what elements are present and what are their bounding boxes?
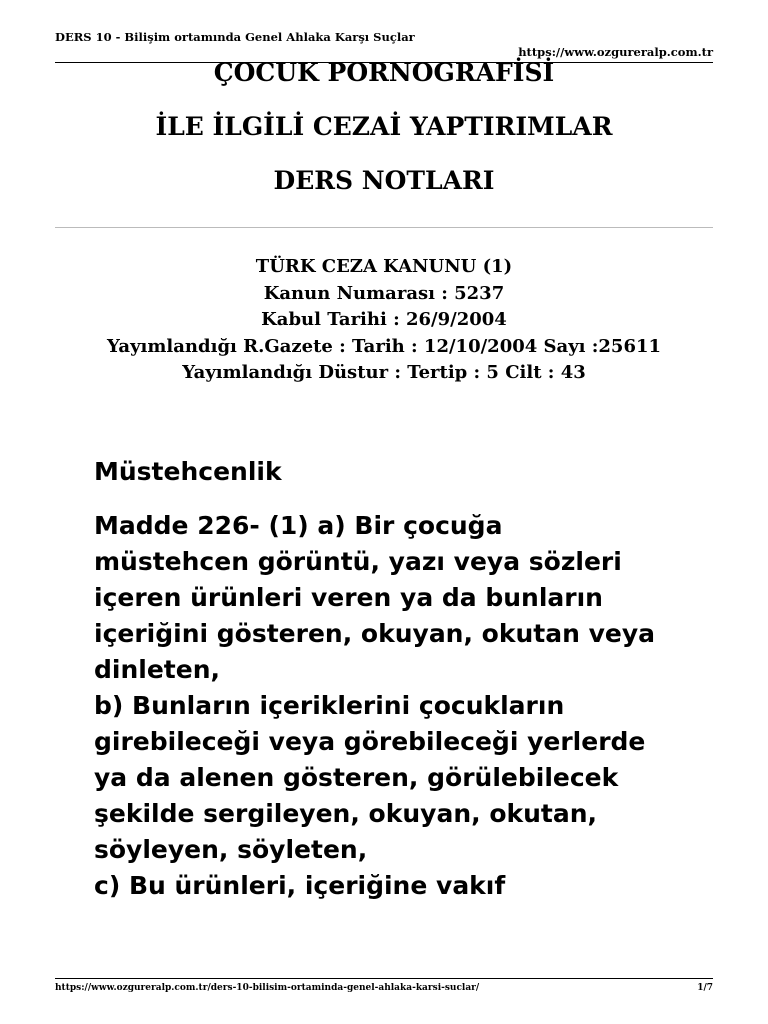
law-gazette-info: Yayımlandığı R.Gazete : Tarih : 12/10/2004 Sayı :25611 [106, 335, 662, 357]
law-number: Kanun Numarası : 5237 [263, 282, 505, 304]
article-line: Madde 226- (1) a) Bir çocuğa [94, 511, 503, 540]
law-info-block [55, 254, 713, 387]
footer-page-link[interactable]: https://www.ozgureralp.com.tr/ders-10-bilisim-ortaminda-genel-ahlaka-karsi-suclar/ [55, 983, 480, 993]
law-dustur-info: Yayımlandığı Düstur : Tertip : 5 Cilt : 43 [182, 362, 586, 383]
footer-page-number: 1/7 [697, 983, 713, 993]
page-title-line-2: İLE İLGİLİ CEZAİ YAPTIRIMLAR [155, 112, 613, 141]
page-title-line-1: ÇOCUK PORNOGRAFİSİ [213, 58, 555, 87]
article-line: müstehcen görüntü, yazı veya sözleri [94, 547, 622, 576]
article-line: b) Bunların içeriklerini çocukların [94, 691, 565, 720]
article-line: c) Bu ürünleri, içeriğine vakıf [94, 871, 506, 900]
page-title-line-3: DERS NOTLARI [273, 166, 495, 195]
section-divider [55, 227, 713, 228]
law-name: TÜRK CEZA KANUNU (1) [255, 256, 513, 277]
section-heading: Müstehcenlik [94, 457, 282, 486]
article-line: içeren ürünleri veren ya da bunların [94, 583, 603, 612]
law-acceptance-date: Kabul Tarihi : 26/9/2004 [261, 309, 507, 330]
article-line: içeriğini gösteren, okuyan, okutan veya [94, 619, 656, 648]
article-line: söyleyen, söyleten, [94, 835, 368, 864]
header-site-link[interactable]: https://www.ozgureralp.com.tr [518, 45, 713, 59]
article-line: girebileceği veya görebileceği yerlerde [94, 727, 646, 756]
footer-divider [55, 978, 713, 979]
article-text [94, 508, 694, 904]
article-line: şekilde sergileyen, okuyan, okutan, [94, 799, 598, 828]
article-line: dinleten, [94, 655, 220, 684]
article-line: ya da alenen gösteren, görülebilecek [94, 763, 619, 792]
header-document-title: DERS 10 - Bilişim ortamında Genel Ahlaka Karşı Suçlar [55, 30, 415, 44]
